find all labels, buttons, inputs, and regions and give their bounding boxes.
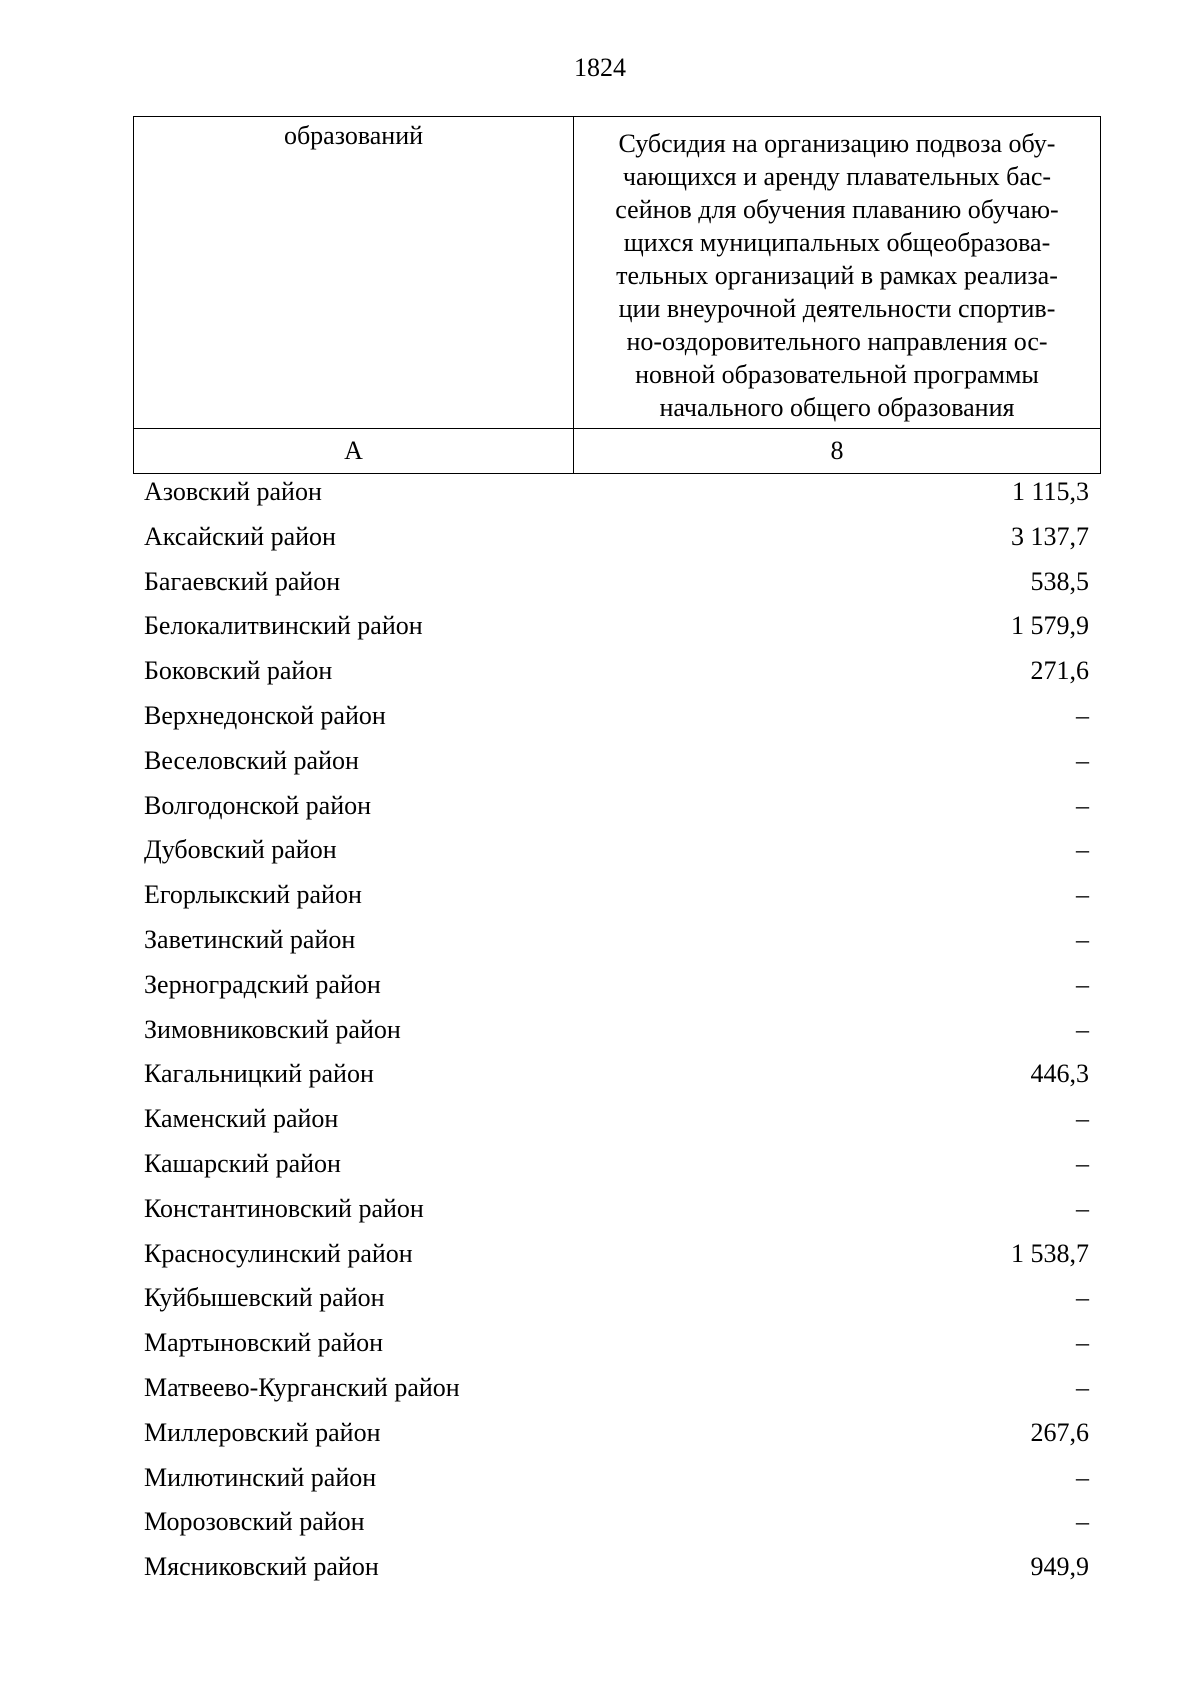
column-b-title bbox=[574, 117, 1101, 429]
district-name: Аксайский район bbox=[144, 521, 336, 551]
table-row bbox=[133, 515, 1100, 560]
subsidy-value: 1 115,3 bbox=[1011, 477, 1089, 506]
column-b-title-line: чающихся и аренду плавательных бас- bbox=[622, 162, 1052, 191]
district-name: Кагальницкий район bbox=[144, 1059, 374, 1089]
district-name: Боковский район bbox=[144, 656, 333, 686]
subsidy-value: – bbox=[1076, 1193, 1089, 1223]
column-b-title-line: сейнов для обучения плаванию обучаю- bbox=[615, 195, 1059, 224]
subsidy-value: – bbox=[1076, 1462, 1089, 1492]
header-title-row bbox=[134, 117, 1101, 429]
column-b-title-line: Субсидия на организацию подвоза обу- bbox=[618, 129, 1056, 158]
table-row bbox=[133, 784, 1100, 829]
subsidy-value: – bbox=[1076, 700, 1089, 730]
subsidy-value: – bbox=[1076, 1148, 1089, 1178]
district-name: Волгодонской район bbox=[144, 790, 372, 820]
column-b-title-line: новной образовательной программы bbox=[635, 360, 1039, 389]
district-name: Кашарский район bbox=[144, 1148, 341, 1178]
column-a-title: образований bbox=[134, 117, 574, 429]
column-b-number: 8 bbox=[574, 429, 1101, 474]
district-name: Дубовский район bbox=[144, 835, 337, 865]
subsidy-value: – bbox=[1076, 1372, 1089, 1402]
table-row bbox=[133, 470, 1100, 515]
district-name: Заветинский район bbox=[144, 924, 356, 954]
district-name: Азовский район bbox=[144, 477, 322, 506]
district-name: Мясниковский район bbox=[144, 1552, 379, 1582]
table-row bbox=[133, 649, 1100, 694]
table-row bbox=[133, 1411, 1100, 1456]
page-number: 1824 bbox=[574, 53, 626, 82]
subsidy-value: 1 538,7 bbox=[1011, 1238, 1089, 1268]
table-body bbox=[133, 470, 1100, 1590]
table-row bbox=[133, 828, 1100, 873]
subsidy-value: – bbox=[1076, 1507, 1089, 1537]
column-b-title-line: тельных организаций в рамках реализа- bbox=[616, 261, 1058, 290]
district-name: Белокалитвинский район bbox=[144, 611, 423, 641]
subsidy-value: 446,3 bbox=[1030, 1059, 1089, 1089]
table-row bbox=[133, 694, 1100, 739]
table-row bbox=[133, 1142, 1100, 1187]
subsidy-value: – bbox=[1076, 745, 1089, 775]
district-name: Морозовский район bbox=[144, 1507, 365, 1537]
header-number-row bbox=[134, 429, 1101, 474]
table-row bbox=[133, 604, 1100, 649]
table-row bbox=[133, 1276, 1100, 1321]
subsidy-value: – bbox=[1076, 790, 1089, 820]
district-name: Веселовский район bbox=[144, 745, 359, 775]
table-header bbox=[133, 116, 1101, 474]
subsidy-value: 3 137,7 bbox=[1011, 521, 1089, 551]
table-row bbox=[133, 1321, 1100, 1366]
table-row bbox=[133, 1097, 1100, 1142]
column-b-title-line: щихся муниципальных общеобразова- bbox=[623, 228, 1051, 257]
table-row bbox=[133, 873, 1100, 918]
subsidy-value: – bbox=[1076, 1328, 1089, 1358]
district-name: Куйбышевский район bbox=[144, 1283, 385, 1313]
column-b-title-line: начального общего образования bbox=[659, 393, 1015, 422]
column-a-number: А bbox=[134, 429, 574, 474]
district-name: Зерноградский район bbox=[144, 969, 381, 999]
subsidy-value: – bbox=[1076, 924, 1089, 954]
district-name: Миллеровский район bbox=[144, 1417, 381, 1447]
district-name: Зимовниковский район bbox=[144, 1014, 401, 1044]
district-name: Верхнедонской район bbox=[144, 700, 386, 730]
table-row bbox=[133, 1500, 1100, 1545]
subsidy-value: – bbox=[1076, 1283, 1089, 1313]
district-name: Константиновский район bbox=[144, 1193, 424, 1223]
district-name: Каменский район bbox=[144, 1104, 339, 1134]
district-name: Мартыновский район bbox=[144, 1328, 384, 1358]
column-b-title-line: но-оздоровительного направления ос- bbox=[626, 327, 1048, 356]
subsidy-value: – bbox=[1076, 1104, 1089, 1134]
table-row bbox=[133, 1456, 1100, 1501]
table-row bbox=[133, 918, 1100, 963]
subsidy-value: – bbox=[1076, 880, 1089, 910]
table-row bbox=[133, 1052, 1100, 1097]
subsidy-value: 267,6 bbox=[1030, 1417, 1089, 1447]
subsidy-value: 949,9 bbox=[1030, 1552, 1089, 1582]
subsidy-value: – bbox=[1076, 969, 1089, 999]
district-name: Красносулинский район bbox=[144, 1238, 413, 1268]
table-row bbox=[133, 1545, 1100, 1590]
table-row bbox=[133, 963, 1100, 1008]
table-row bbox=[133, 1232, 1100, 1277]
table-row bbox=[133, 560, 1100, 605]
column-b-title-line: ции внеурочной деятельности спортив- bbox=[618, 294, 1056, 323]
table-row bbox=[133, 1187, 1100, 1232]
subsidy-value: – bbox=[1076, 835, 1089, 865]
subsidy-value: 1 579,9 bbox=[1011, 611, 1089, 641]
table-row bbox=[133, 1008, 1100, 1053]
table-row bbox=[133, 1366, 1100, 1411]
subsidy-value: – bbox=[1076, 1014, 1089, 1044]
subsidy-value: 538,5 bbox=[1030, 566, 1089, 596]
district-name: Егорлыкский район bbox=[144, 880, 362, 910]
subsidy-value: 271,6 bbox=[1030, 656, 1089, 686]
district-name: Багаевский район bbox=[144, 566, 341, 596]
district-name: Матвеево-Курганский район bbox=[144, 1372, 460, 1402]
table-row bbox=[133, 739, 1100, 784]
district-name: Милютинский район bbox=[144, 1462, 377, 1492]
